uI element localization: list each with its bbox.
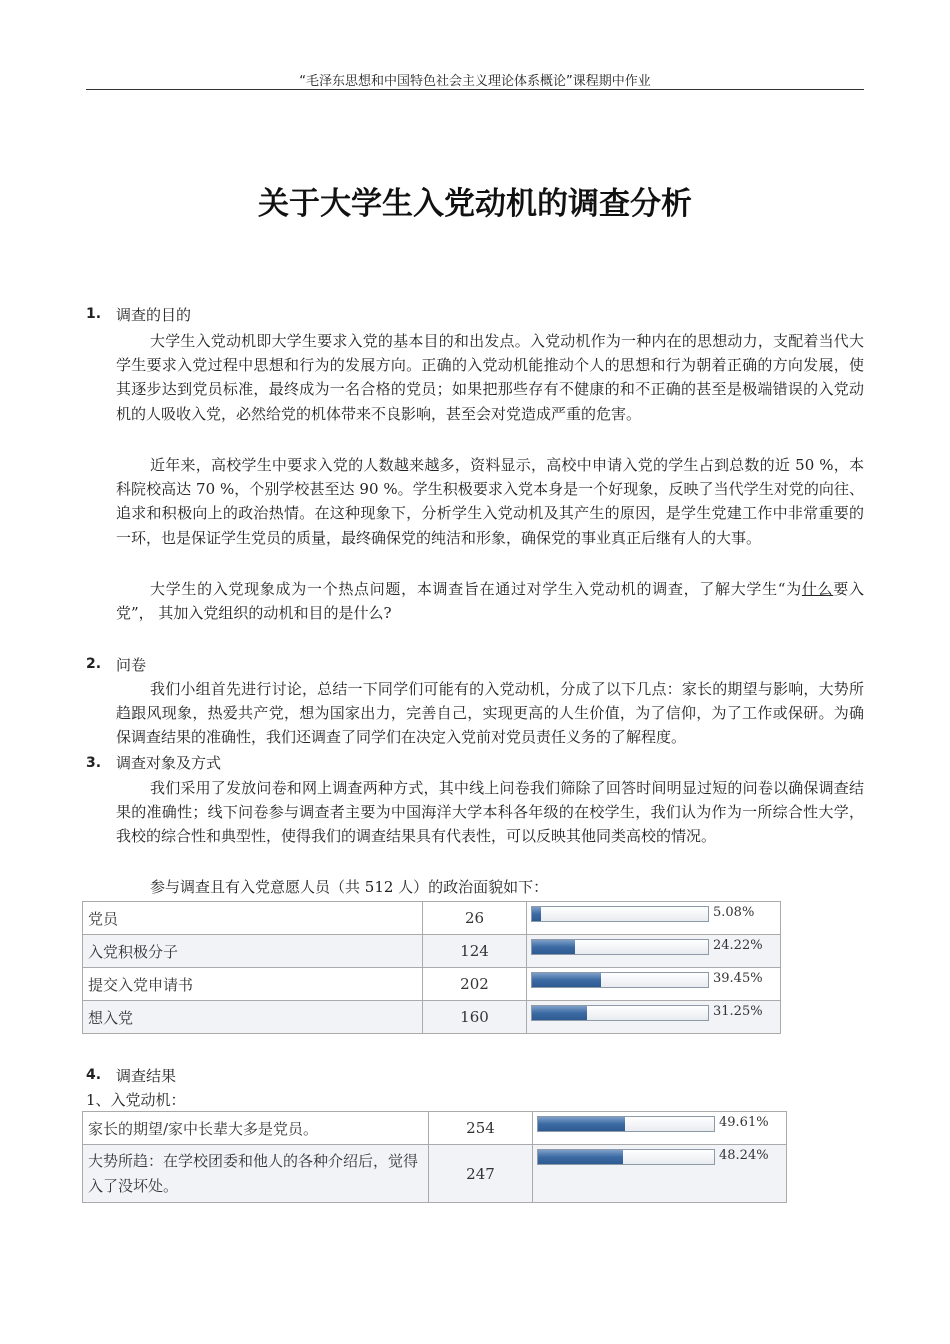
- motivation-table: [82, 1111, 787, 1203]
- row-percent: 48.24%: [719, 1148, 769, 1163]
- progress-bar-fill: [532, 940, 575, 954]
- section-3-paragraph-1: 我们采用了发放问卷和网上调查两种方式，其中线上问卷我们筛除了回答时间明显过短的问卷以确保调查结果的准确性；线下问卷参与调查者主要为中国海洋大学本科各年级的在校学生，我们认为作为一所综合性大学，我校的综合性和典型性，使得我们的调查结果具有代表性，可以反映其他同类高校的情况。: [116, 779, 864, 846]
- row-label: 入党积极分子: [83, 935, 423, 968]
- progress-bar-track: [531, 1005, 709, 1021]
- section-4-subheading: 1、入党动机：: [86, 1091, 186, 1109]
- row-bar-cell: [527, 902, 781, 935]
- row-label: 家长的期望/家中长辈大多是党员。: [83, 1112, 429, 1145]
- section-1-p3-part-b: 要入党”， 其加入党组织的动机和目的是什么?: [116, 580, 864, 623]
- table-row: [83, 968, 781, 1001]
- section-1-paragraph-3: [116, 577, 864, 625]
- row-label: 想入党: [83, 1001, 423, 1034]
- page-header: “毛泽东思想和中国特色社会主义理论体系概论”课程期中作业: [299, 74, 651, 89]
- section-1-paragraph-2: 近年来，高校学生中要求入党的人数越来越多，资料显示，高校中申请入党的学生占到总数的近 50 %，本科院校高达 70 %，个别学校甚至达 90 %。学生积极要求入党本身是一个好现象，反映了当代学生对党的向往、追求和积极向上的政治热情。在这种现象下，分析学生入党动机及其产生的原因，是学生党建工作中非常重要的一环，也是保证学生党员的质量，最终确保党的纯洁和形象，确保党的事业真正后继有人的大事。: [116, 456, 864, 547]
- row-bar-cell: [533, 1112, 787, 1145]
- progress-bar-track: [531, 972, 709, 988]
- row-count: 124: [423, 935, 527, 968]
- row-label: 大势所趋：在学校团委和他人的各种介绍后，觉得入了没坏处。: [83, 1145, 429, 1203]
- progress-bar-track: [537, 1149, 715, 1165]
- row-percent: 31.25%: [713, 1004, 763, 1019]
- section-1-heading: 调查的目的: [116, 306, 192, 324]
- row-count: 202: [423, 968, 527, 1001]
- row-count: 254: [429, 1112, 533, 1145]
- section-3-number: 3.: [86, 755, 102, 771]
- row-percent: 49.61%: [719, 1115, 769, 1130]
- progress-bar-fill: [538, 1150, 623, 1164]
- political-status-table: [82, 901, 781, 1034]
- section-3-heading: 调查对象及方式: [116, 754, 222, 772]
- row-count: 26: [423, 902, 527, 935]
- progress-bar-fill: [538, 1117, 625, 1131]
- row-bar-cell: [533, 1145, 787, 1203]
- section-4-number: 4.: [86, 1067, 102, 1083]
- row-count: 160: [423, 1001, 527, 1034]
- row-label: 提交入党申请书: [83, 968, 423, 1001]
- section-2-paragraph-1: 我们小组首先进行讨论，总结一下同学们可能有的入党动机，分成了以下几点：家长的期望与影响，大势所趋跟风现象，热爱共产党，想为国家出力，完善自己，实现更高的人生价值，为了信仰，为了工作或保研。为确保调查结果的准确性，我们还调查了同学们在决定入党前对党员责任义务的了解程度。: [116, 680, 864, 747]
- table-row: [83, 1112, 787, 1145]
- row-percent: 39.45%: [713, 971, 763, 986]
- section-1-number: 1.: [86, 306, 102, 322]
- section-1-p3-underlined: 什么: [801, 580, 834, 598]
- progress-bar-track: [531, 939, 709, 955]
- table-row: [83, 1145, 787, 1203]
- table-row: [83, 1001, 781, 1034]
- table-row: [83, 902, 781, 935]
- section-1-paragraph-1: 大学生入党动机即大学生要求入党的基本目的和出发点。入党动机作为一种内在的思想动力，支配着当代大学生要求入党过程中思想和行为的发展方向。正确的入党动机能推动个人的思想和行为朝着正确的方向发展，使其逐步达到党员标准，最终成为一名合格的党员；如果把那些存有不健康的和不正确的甚至是极端错误的入党动机的人吸收入党，必然给党的机体带来不良影响，甚至会对党造成严重的危害。: [116, 332, 864, 423]
- row-bar-cell: [527, 968, 781, 1001]
- row-label: 党员: [83, 902, 423, 935]
- progress-bar-track: [531, 906, 709, 922]
- progress-bar-fill: [532, 907, 541, 921]
- row-count: 247: [429, 1145, 533, 1203]
- row-bar-cell: [527, 935, 781, 968]
- section-2-heading: 问卷: [116, 656, 147, 674]
- document-title: 关于大学生入党动机的调查分析: [258, 186, 692, 222]
- progress-bar-fill: [532, 1006, 587, 1020]
- progress-bar-track: [537, 1116, 715, 1132]
- section-2-number: 2.: [86, 656, 102, 672]
- row-bar-cell: [527, 1001, 781, 1034]
- progress-bar-fill: [532, 973, 601, 987]
- table-row: [83, 935, 781, 968]
- section-4-heading: 调查结果: [116, 1067, 177, 1085]
- section-3-paragraph-2: 参与调查且有入党意愿人员（共 512 人）的政治面貌如下：: [150, 878, 549, 896]
- header-rule: [86, 89, 864, 90]
- row-percent: 24.22%: [713, 938, 763, 953]
- row-percent: 5.08%: [713, 905, 755, 920]
- section-1-p3-part-a: 大学生的入党现象成为一个热点问题，本调查旨在通过对学生入党动机的调查，了解大学生“为: [150, 580, 802, 598]
